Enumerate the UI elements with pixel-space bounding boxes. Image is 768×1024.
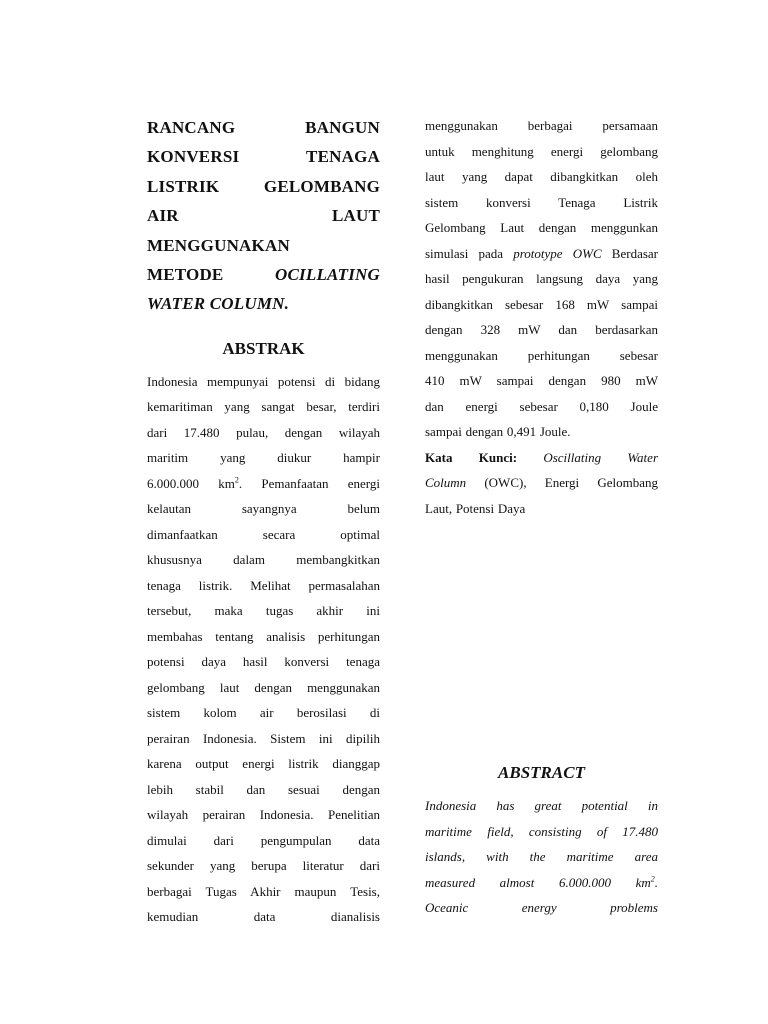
abstrak-line: potensi daya hasil konversi tenaga bbox=[147, 654, 380, 670]
abstrak-line: maritim yang diukur hampir bbox=[147, 450, 380, 466]
abstrak-line: kemaritiman yang sangat besar, terdiri bbox=[147, 399, 380, 415]
abstrak-line: kelautan sayangnya belum bbox=[147, 501, 380, 517]
abstrak-km-text-rest: . Pemanfaatan energi bbox=[238, 475, 380, 491]
abstrak-line: dengan 328 mW dan berdasarkan bbox=[425, 322, 658, 337]
keywords-label: Kata Kunci: bbox=[425, 449, 518, 465]
abstrak-line: hasil pengukuran langsung daya yang bbox=[425, 271, 658, 286]
title-line: KONVERSI TENAGA bbox=[147, 147, 380, 167]
abstrak-line bbox=[425, 241, 658, 267]
abstrak-line: gelombang laut dengan menggunakan bbox=[147, 679, 380, 695]
abstrak-line: lebih stabil dan sesuai dengan bbox=[147, 781, 380, 797]
abstrak-line bbox=[147, 471, 380, 497]
abstrak-line: dibangkitkan sebesar 168 mW sampai bbox=[425, 296, 658, 312]
simulasi-text: simulasi pada bbox=[425, 245, 514, 261]
title-metode: METODE bbox=[147, 265, 224, 285]
abstrak-line: sampai dengan 0,491 Joule. bbox=[425, 424, 571, 439]
abstrak-line: khususnya dalam membangkitkan bbox=[147, 552, 380, 568]
abstrak-line: sekunder yang berupa literatur dari bbox=[147, 858, 380, 874]
title-line bbox=[147, 260, 380, 289]
abstrak-line: membahas tentang analisis perhitungan bbox=[147, 628, 380, 644]
abstract-line: maritime field, consisting of 17.480 bbox=[425, 823, 658, 839]
abstrak-line: tenaga listrik. Melihat permasalahan bbox=[147, 577, 380, 593]
abstrak-line: dari 17.480 pulau, dengan wilayah bbox=[147, 424, 380, 440]
abstrak-line: tersebut, maka tugas akhir ini bbox=[147, 603, 380, 619]
abstract-km-text: measured almost 6.000.000 km bbox=[425, 874, 651, 890]
abstrak-line: laut yang dapat dibangkitkan oleh bbox=[425, 169, 658, 184]
abstrak-line: berbagai Tugas Akhir maupun Tesis, bbox=[147, 883, 380, 899]
title-line: AIR LAUT bbox=[147, 206, 380, 226]
keywords-rest: (OWC), Energi Gelombang bbox=[466, 475, 658, 490]
abstrak-heading: ABSTRAK bbox=[222, 338, 305, 358]
abstract-heading: ABSTRACT bbox=[498, 763, 585, 782]
keywords-oscillating: Oscillating Water bbox=[543, 449, 658, 465]
keywords-column: Column bbox=[425, 475, 467, 490]
superscript-2: 2 bbox=[650, 874, 655, 884]
abstrak-line: perairan Indonesia. Sistem ini dipilih bbox=[147, 730, 380, 746]
title-ocillating: OCILLATING bbox=[275, 265, 380, 285]
abstrak-line: dimulai dari pengumpulan data bbox=[147, 832, 380, 848]
title-line: MENGGUNAKAN bbox=[147, 235, 290, 255]
abstrak-line: menggunakan perhitungan sebesar bbox=[425, 347, 658, 363]
abstrak-line: sistem kolom air berosilasi di bbox=[147, 705, 380, 721]
berdasar-text: Berdasar bbox=[601, 245, 658, 261]
keywords-line bbox=[425, 445, 658, 471]
abstrak-line: menggunakan berbagai persamaan bbox=[425, 118, 658, 133]
abstract-line bbox=[425, 870, 658, 896]
prototype-owc-text: prototype OWC bbox=[513, 245, 602, 261]
abstrak-line: wilayah perairan Indonesia. Penelitian bbox=[147, 807, 380, 823]
abstrak-continuation bbox=[425, 113, 658, 521]
abstrak-line: dan energi sebesar 0,180 Joule bbox=[425, 398, 658, 414]
abstract-body bbox=[425, 793, 658, 921]
abstract-line: Indonesia has great potential in bbox=[425, 798, 658, 813]
keywords-line: Laut, Potensi Daya bbox=[425, 500, 526, 516]
abstrak-line: karena output energi listrik dianggap bbox=[147, 756, 380, 772]
superscript-2: 2 bbox=[234, 475, 239, 485]
title-water-column: WATER COLUMN. bbox=[147, 294, 290, 314]
abstrak-line: sistem konversi Tenaga Listrik bbox=[425, 194, 658, 210]
abstrak-body bbox=[147, 369, 380, 930]
abstrak-km-text: 6.000.000 km bbox=[147, 475, 235, 491]
abstrak-line: kemudian data dianalisis bbox=[147, 909, 380, 925]
abstract-section bbox=[425, 743, 658, 921]
title-line: RANCANG BANGUN bbox=[147, 118, 380, 137]
left-column bbox=[147, 113, 380, 930]
abstract-km-rest: . bbox=[654, 874, 658, 890]
abstract-line: Oceanic energy problems bbox=[425, 900, 658, 915]
title-line bbox=[147, 289, 380, 318]
abstrak-line: 410 mW sampai dengan 980 mW bbox=[425, 373, 658, 388]
abstrak-line: dimanfaatkan secara optimal bbox=[147, 526, 380, 542]
keywords-line bbox=[425, 470, 658, 496]
title-line: LISTRIK GELOMBANG bbox=[147, 176, 380, 196]
abstrak-line: Indonesia mempunyai potensi di bidang bbox=[147, 373, 380, 389]
abstrak-line: untuk menghitung energi gelombang bbox=[425, 143, 658, 159]
abstract-line: islands, with the maritime area bbox=[425, 849, 658, 864]
abstrak-line: Gelombang Laut dengan menggunkan bbox=[425, 220, 658, 235]
paper-title bbox=[147, 113, 380, 319]
